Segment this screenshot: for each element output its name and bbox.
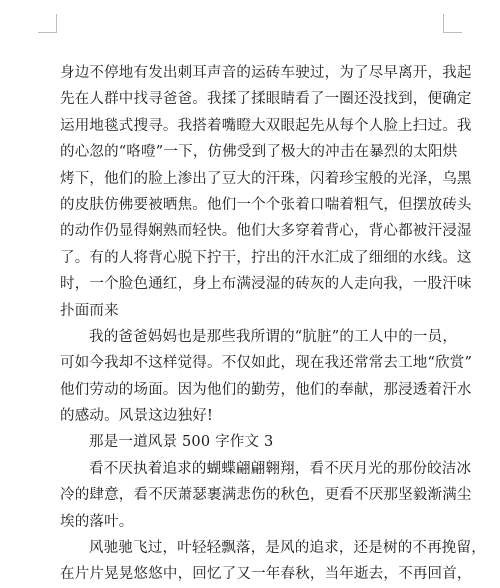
text-line: 的动作仍显得娴熟而轻快。他们大多穿着背心，背心都被汗浸湿	[60, 223, 472, 240]
crop-mark-top-right	[443, 14, 462, 33]
section-heading: 那是一道风景 500 字作文 3	[89, 434, 274, 451]
text-line: 我的爸爸妈妈也是那些我所谓的“肮脏”的工人中的一员，	[89, 328, 458, 345]
document-body	[60, 60, 486, 583]
text-line: 的皮肤仿佛要被晒焦。他们一个个张着口喘着粗气，但摆放砖头	[60, 196, 472, 213]
text-line: 扑面而来	[60, 302, 119, 319]
text-line: 的心忽的“咯噔”一下，仿佛受到了极大的冲击在暴烈的太阳烘	[60, 144, 458, 161]
text-line: 可如今我却不这样觉得。不仅如此，现在我还常常去工地“欣赏”	[60, 355, 473, 372]
text-line-cut: 在片片晃晃悠悠中，回忆了又一年春秋，当年逝去，不再回首，	[60, 566, 472, 583]
text-line: 烤下，他们的脸上渗出了豆大的汗珠，闪着珍宝般的光泽，乌黑	[60, 170, 472, 187]
text-line: 冷的肆意，看不厌萧瑟裹满悲伤的秋色，更看不厌那坚毅渐满尘	[60, 487, 472, 504]
paragraph-2	[60, 324, 473, 430]
text-line: 埃的落叶。	[60, 513, 134, 530]
text-line: 的感动。风景这边独好!	[60, 408, 214, 425]
text-line: 时，一个脸色通红，身上布满浸湿的砖灰的人走向我，一股汗味	[60, 276, 472, 293]
text-line: 他们劳动的场面。因为他们的勤劳，他们的奉献，那浸透着汗水	[60, 381, 472, 398]
paragraph-1	[60, 60, 472, 324]
text-line: 先在人群中找寻爸爸。我揉了揉眼睛看了一圈还没找到，便确定	[60, 91, 472, 108]
text-line: 运用地毯式搜寻。我搭着嘴瞪大双眼起先从每个人脸上扫过。我	[60, 117, 472, 134]
text-line: 看不厌执着追求的蝴蝶翩翩翱翔，看不厌月光的那份皎洁冰	[89, 460, 472, 477]
crop-mark-top-left	[38, 14, 57, 33]
text-line: 风驰驰飞过，叶轻轻飘落，是风的追求，还是树的不再挽留，	[89, 540, 486, 557]
text-line: 了。有的人将背心脱下拧干，拧出的汗水汇成了细细的水线。这	[60, 249, 472, 266]
paragraph-3	[60, 456, 472, 535]
paragraph-4	[60, 535, 486, 583]
text-line: 身边不停地有发出刺耳声音的运砖车驶过，为了尽早离开，我起	[60, 65, 472, 81]
